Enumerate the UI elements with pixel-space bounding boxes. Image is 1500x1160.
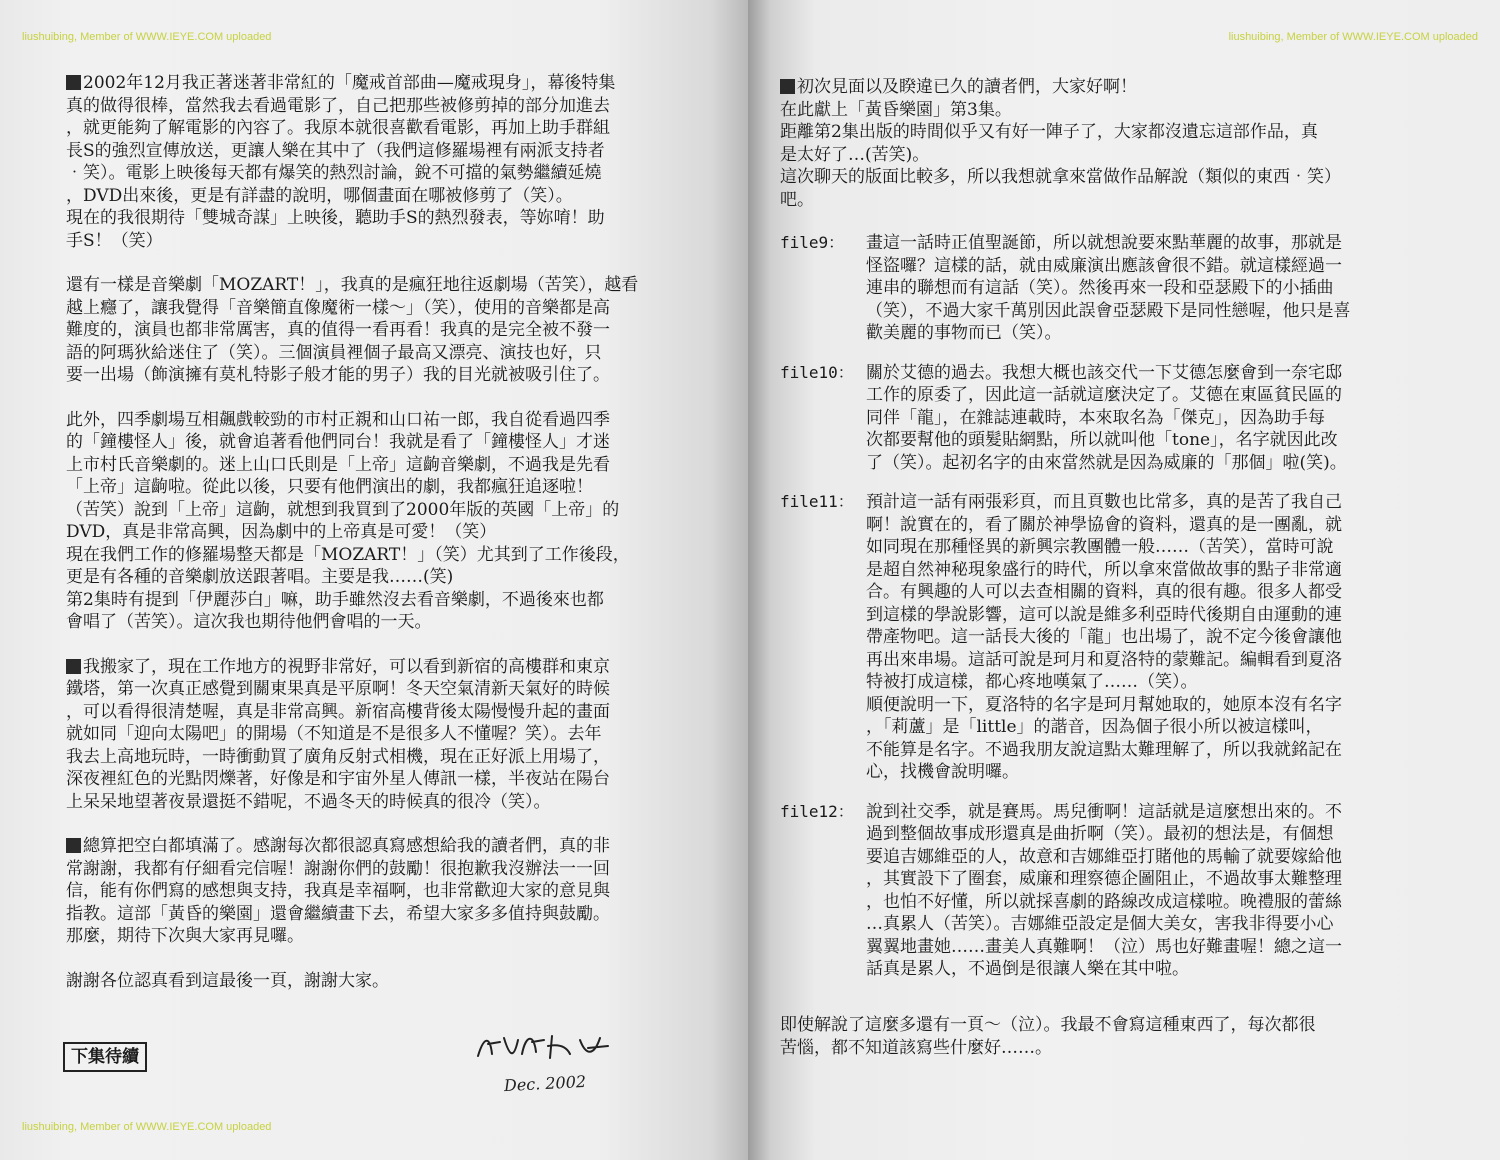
text-line	[780, 99, 1470, 122]
line-text: 上呆呆地望著夜景還挺不錯呢，不過冬天的時候真的很冷（笑）。	[66, 791, 551, 812]
text-line: 畫這一話時正值聖誕節，所以就想說要來點華麗的故事，那就是	[866, 233, 1342, 253]
line-text: 信，能有你們寫的感想與支持，我真是幸福啊，也非常歡迎大家的意見與	[66, 881, 610, 901]
file-label: file10：	[780, 362, 854, 382]
paragraph	[66, 835, 738, 948]
line-text: ‧笑）。電影上映後每天都有爆笑的熱烈討論，銳不可擋的氣勢繼續延燒	[66, 163, 602, 183]
text-line: 過到整個故事成形還真是曲折啊（笑）。最初的想法是，有個想	[866, 824, 1334, 844]
line-text: 謝謝各位認真看到這最後一頁，謝謝大家。	[66, 970, 389, 991]
line-text: 總算把空白都填滿了。感謝每次都很認真寫感想給我的讀者們，真的非	[83, 836, 610, 856]
text-line	[780, 166, 1470, 189]
text-line	[780, 76, 1470, 99]
line-text: ，就更能夠了解電影的內容了。我原本就很喜歡看電影，再加上助手群組	[66, 118, 610, 138]
text-line: 到這樣的學說影響，這可以說是維多利亞時代後期自由運動的連	[866, 604, 1342, 625]
text-line: 特被打成這樣，都心疼地嘆氣了……（笑）。	[866, 672, 1198, 692]
line-text: 上市村氏音樂劇的。迷上山口氏則是「上帝」這齣音樂劇，不過我是先看	[66, 454, 610, 475]
text-line: 歡美麗的事物而已（笑）。	[866, 323, 1062, 343]
paragraph	[780, 1014, 1470, 1059]
text-line: 要追吉娜維亞的人，故意和吉娜維亞打賭他的馬輸了就要嫁給他	[866, 846, 1342, 867]
file-note	[780, 362, 1490, 475]
text-line	[780, 1014, 1470, 1037]
line-text: 2002年12月我正著迷著非常紅的「魔戒首部曲—魔戒現身」，幕後特集	[83, 73, 616, 93]
text-line: 帶產物吧。這一話長大後的「龍」也出場了，說不定今後會讓他	[866, 627, 1342, 647]
text-line: ，也怕不好懂，所以就採喜劇的路線改成這樣啦。晚禮服的蕾絲	[866, 891, 1342, 912]
text-line	[780, 144, 1470, 167]
text-line	[66, 589, 738, 612]
text-line	[66, 162, 738, 185]
text-line	[66, 230, 738, 253]
line-text: 語的阿瑪狄給迷住了（笑）。三個演員裡個子最高又漂亮、演技也好，只	[66, 342, 602, 363]
text-line	[66, 903, 738, 926]
file-label: file9：	[780, 233, 845, 252]
text-line: …真累人（苦笑）。吉娜維亞設定是個大美女，害我非得要小心	[866, 914, 1334, 934]
text-line	[66, 207, 738, 230]
line-text: 要一出場（飾演擁有莫札特影子般才能的男子）我的目光就被吸引住了。	[66, 365, 610, 385]
paragraph	[66, 970, 738, 993]
line-text: 我去上高地玩時，一時衝動買了廣角反射式相機，現在正好派上用場了，	[66, 746, 610, 767]
text-line: 翼翼地畫她……畫美人真難啊！（泣）馬也好難畫喔！總之這一	[866, 936, 1342, 957]
line-text: 距離第2集出版的時間似乎又有好一陣子了，大家都沒遺忘這部作品，真	[780, 122, 1318, 142]
file-body	[866, 491, 1342, 784]
text-line: 連串的聯想而有這話（笑）。然後再來一段和亞瑟殿下的小插曲	[866, 278, 1334, 298]
line-text: 深夜裡紅色的光點閃爍著，好像是和宇宙外星人傳訊一樣，半夜站在陽台	[66, 769, 610, 789]
line-text: ，可以看得很清楚喔，真是非常高興。新宿高樓背後太陽慢慢升起的畫面	[66, 701, 610, 722]
file-body	[866, 232, 1351, 345]
line-text: 「上帝」這齣啦。從此以後，只要有他們演出的劇，我都瘋狂追逐啦！	[66, 477, 593, 497]
text-line	[66, 297, 738, 320]
text-line	[66, 544, 738, 567]
text-line	[66, 521, 738, 544]
line-text: ，DVD出來後，更是有詳盡的說明，哪個畫面在哪被修剪了（笑）。	[66, 185, 573, 206]
file-note	[780, 491, 1490, 784]
text-line	[66, 409, 738, 432]
left-page	[0, 0, 748, 1160]
text-line	[66, 701, 738, 724]
line-text: 是太好了…(苦笑)。	[780, 144, 930, 165]
square-bullet-icon	[780, 79, 795, 94]
file-notes-list	[780, 232, 1490, 998]
line-text: （苦笑）說到「上帝」這齣，就想到我買到了2000年版的英國「上帝」的	[66, 499, 620, 520]
paragraph	[780, 76, 1470, 211]
text-line	[66, 364, 738, 387]
file-body	[866, 801, 1342, 981]
text-line: 同伴「龍」，在雜誌連載時，本來取名為「傑克」，因為助手每	[866, 407, 1325, 428]
text-line	[66, 140, 738, 163]
text-line: 再出來串場。這話可說是珂月和夏洛特的蒙難記。編輯看到夏洛	[866, 649, 1342, 670]
text-line	[66, 656, 738, 679]
text-line	[780, 1037, 1470, 1060]
text-line	[780, 121, 1470, 144]
text-line: 啊！說實在的，看了關於神學協會的資料，還真的是一團亂，就	[866, 514, 1342, 535]
file-note	[780, 801, 1490, 981]
paragraph	[66, 72, 738, 252]
line-text: 手S！（笑）	[66, 230, 163, 251]
line-text: 就如同「迎向太陽吧」的開場（不知道是不是很多人不懂喔？笑）。去年	[66, 724, 602, 744]
line-text: 越上癮了，讓我覺得「音樂簡直像魔術一樣～」（笑），使用的音樂都是高	[66, 297, 610, 318]
text-line	[66, 970, 738, 993]
line-text: 會唱了（苦笑）。這次我也期待他們會唱的一天。	[66, 612, 432, 632]
text-line	[66, 835, 738, 858]
right-intro-column	[780, 76, 1470, 233]
author-signature	[470, 1028, 620, 1096]
text-line	[66, 723, 738, 746]
text-line: 合。有興趣的人可以去查相關的資料，真的很有趣。很多人都受	[866, 582, 1342, 602]
text-line	[66, 499, 738, 522]
paragraph	[66, 409, 738, 634]
text-line: 怪盜囉？這樣的話，就由威廉演出應該會很不錯。就這樣經過一	[866, 255, 1342, 276]
line-text: 我搬家了，現在工作地方的視野非常好，可以看到新宿的高樓群和東京	[83, 656, 610, 677]
line-text: 難度的，演員也都非常厲害，真的值得一看再看！我真的是完全被不發一	[66, 320, 610, 340]
file-label: file11：	[780, 492, 854, 511]
line-text: 還有一樣是音樂劇「MOZART！」，我真的是瘋狂地往返劇場（苦笑），越看	[66, 275, 639, 295]
text-line: 次都要幫他的頭髮貼網點，所以就叫他「tone」，名字就因此改	[866, 430, 1338, 450]
line-text: 在此獻上「黃昏樂園」第3集。	[780, 99, 1012, 120]
file-label: file12：	[780, 801, 854, 821]
file-body	[866, 362, 1347, 475]
text-line	[66, 858, 738, 881]
text-line: 工作的原委了，因此這一話就這麼決定了。艾德在東區貧民區的	[866, 385, 1342, 405]
text-line: 如同現在那種怪異的新興宗教團體一般……（苦笑），當時可說	[866, 537, 1334, 557]
text-line	[66, 319, 738, 342]
line-text: 第2集時有提到「伊麗莎白」嘛，助手雖然沒去看音樂劇，不過後來也都	[66, 589, 604, 610]
text-line	[66, 925, 738, 948]
line-text: 現在的我很期待「雙城奇謀」上映後，聽助手S的熱烈發表，等妳唷！助	[66, 208, 605, 228]
line-text: 鐵塔，第一次真正感覺到關東果真是平原啊！冬天空氣清新天氣好的時候	[66, 679, 610, 699]
line-text: 那麼，期待下次與大家再見囉。	[66, 926, 304, 946]
text-line	[66, 117, 738, 140]
watermark-top-right: liushuibing, Member of WWW.IEYE.COM uploaded	[1228, 31, 1478, 43]
text-line	[66, 880, 738, 903]
text-line: 預計這一話有兩張彩頁，而且頁數也比常多，真的是苦了我自己	[866, 492, 1342, 512]
text-line: 順便說明一下，夏洛特的名字是珂月幫她取的，她原本沒有名字	[866, 694, 1342, 715]
line-text: 現在我們工作的修羅場整天都是「MOZART！」（笑）尤其到了工作後段，	[66, 544, 630, 565]
text-line: 心，找機會說明囉。	[866, 762, 1019, 782]
text-line: 說到社交季，就是賽馬。馬兒衝啊！這話就是這麼想出來的。不	[866, 801, 1342, 822]
signature-mark	[470, 1028, 620, 1068]
square-bullet-icon	[66, 75, 81, 90]
text-line	[66, 274, 738, 297]
text-line	[66, 791, 738, 814]
text-line	[780, 189, 1470, 212]
square-bullet-icon	[66, 838, 81, 853]
text-line: 是超自然神秘現象盛行的時代，所以拿來當做故事的點子非常適	[866, 559, 1342, 580]
text-line: ，其實設下了圈套，威廉和理察德企圖阻止，不過故事太難整理	[866, 869, 1342, 889]
to-be-continued-label: 下集待續	[63, 1042, 147, 1072]
text-line	[66, 768, 738, 791]
file-note	[780, 232, 1490, 345]
text-line	[66, 746, 738, 769]
line-text: 這次聊天的版面比較多，所以我想就拿來當做作品解說（類似的東西‧笑）	[780, 167, 1341, 187]
text-line	[66, 95, 738, 118]
text-line	[66, 566, 738, 589]
text-line: 了（笑）。起初名字的由來當然就是因為威廉的「那個」啦(笑)。	[866, 452, 1347, 473]
text-line	[66, 185, 738, 208]
text-line: 話真是累人，不過倒是很讓人樂在其中啦。	[866, 959, 1189, 979]
paragraph	[66, 274, 738, 387]
text-line: 關於艾德的過去。我想大概也該交代一下艾德怎麼會到一奈宅邸	[866, 362, 1342, 383]
line-text: 更是有各種的音樂劇放送跟著唱。主要是我……(笑)	[66, 567, 454, 587]
left-text-column	[66, 72, 738, 1014]
right-page	[748, 0, 1500, 1160]
line-text: DVD，真是非常高興，因為劇中的上帝真是可愛！（笑）	[66, 522, 497, 542]
line-text: 真的做得很棒，當然我去看過電影了，自己把那些被修剪掉的部分加進去	[66, 95, 610, 116]
line-text: 長S的強烈宣傳放送，更讓人樂在其中了（我們這修羅場裡有兩派支持者	[66, 140, 605, 161]
line-text: 初次見面以及睽違已久的讀者們，大家好啊！	[797, 77, 1137, 97]
text-line	[66, 678, 738, 701]
square-bullet-icon	[66, 659, 81, 674]
text-line	[66, 72, 738, 95]
line-text: 即使解說了這麼多還有一頁～（泣）。我最不會寫這種東西了，每次都很	[780, 1015, 1316, 1035]
text-line	[66, 342, 738, 365]
line-text: 吧。	[780, 189, 814, 210]
watermark-top-left: liushuibing, Member of WWW.IEYE.COM uploaded	[22, 31, 272, 43]
text-line	[66, 431, 738, 454]
text-line	[66, 476, 738, 499]
right-closing-column	[780, 1014, 1470, 1081]
text-line	[66, 611, 738, 634]
text-line: 不能算是名字。不過我朋友說這點太難理解了，所以我就銘記在	[866, 739, 1342, 760]
line-text: 此外，四季劇場互相飆戲較勁的市村正親和山口祐一郎，我自從看過四季	[66, 409, 610, 430]
line-text: 的「鐘樓怪人」後，就會追著看他們同台！我就是看了「鐘樓怪人」才迷	[66, 432, 610, 452]
line-text: 苦惱，都不知道該寫些什麼好……。	[780, 1037, 1052, 1058]
text-line: （笑），不過大家千萬別因此誤會亞瑟殿下是同性戀喔，他只是喜	[866, 300, 1351, 321]
paragraph	[66, 656, 738, 814]
text-line	[66, 454, 738, 477]
text-line: ，「莉蘆」是「little」的諧音，因為個子很小所以被這樣叫，	[866, 717, 1323, 737]
signature-date: Dec. 2002	[503, 1071, 587, 1096]
line-text: 常謝謝，我都有仔細看完信喔！謝謝你們的鼓勵！很抱歉我沒辦法一一回	[66, 858, 610, 879]
line-text: 指教。這部「黃昏的樂園」還會繼續畫下去，希望大家多多值持與鼓勵。	[66, 903, 610, 924]
watermark-bottom-left: liushuibing, Member of WWW.IEYE.COM uploaded	[22, 1121, 272, 1133]
